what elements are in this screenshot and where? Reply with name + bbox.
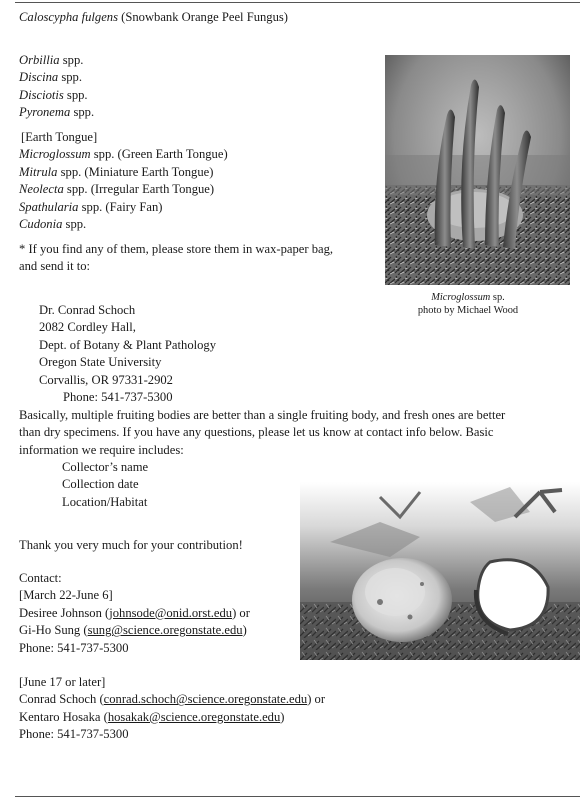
info-paragraph xyxy=(19,407,505,459)
list-item xyxy=(19,104,94,121)
orange-peel-fungus-photo xyxy=(300,482,580,660)
paragraph-line: Basically, multiple fruiting bodies are better than a single fruiting body, and fresh ones are better xyxy=(19,408,506,422)
genera-list xyxy=(19,52,94,122)
genus-suffix: spp. xyxy=(63,87,88,102)
requirements-list xyxy=(62,459,148,511)
contact-person xyxy=(19,622,325,639)
genus-suffix: spp. xyxy=(59,53,84,67)
caption-suffix: sp. xyxy=(490,292,505,303)
genus-suffix: spp. xyxy=(62,217,87,232)
contact-suffix: ) xyxy=(242,623,247,638)
genus-name: Orbillia xyxy=(19,53,60,67)
genus-suffix: spp. (Green Earth Tongue) xyxy=(90,147,228,162)
microglossum-photo xyxy=(385,55,570,285)
contact-period: [June 17 or later] xyxy=(19,675,106,690)
caption-credit: photo by Michael Wood xyxy=(417,305,519,316)
microglossum-caption xyxy=(378,291,558,317)
contact-period: [March 22-June 6] xyxy=(19,588,113,603)
genus-name: Pyronema xyxy=(19,105,71,120)
genus-name: Cudonia xyxy=(19,217,63,232)
species-header xyxy=(19,9,288,26)
contact-phone: Phone: 541-737-5300 xyxy=(19,640,129,655)
genus-suffix: spp. xyxy=(70,105,95,120)
contact-suffix: ) xyxy=(280,709,285,724)
address-city: Corvallis, OR 97331-2902 xyxy=(39,372,173,387)
instructions xyxy=(19,241,333,276)
mailing-address xyxy=(39,302,216,406)
thanks-line: Thank you very much for your contribution! xyxy=(19,538,243,552)
microglossum-photo-image xyxy=(385,55,570,285)
genus-name: Neolecta xyxy=(19,182,64,197)
email-link[interactable]: hosakak@science.oregonstate.edu xyxy=(107,709,281,724)
contact-section xyxy=(19,570,325,744)
contact-phone: Phone: 541-737-5300 xyxy=(19,727,129,742)
list-item xyxy=(19,52,94,69)
address-name: Dr. Conrad Schoch xyxy=(39,303,136,317)
contact-person xyxy=(19,691,325,708)
list-item xyxy=(19,216,228,233)
contact-name: Gi-Ho Sung ( xyxy=(19,623,88,638)
list-item: Collector’s name xyxy=(62,460,149,474)
bottom-rule xyxy=(15,796,580,797)
address-street: 2082 Cordley Hall, xyxy=(39,320,136,335)
caption-line xyxy=(378,291,558,304)
instructions-line: * If you find any of them, please store them in wax-paper bag, xyxy=(19,242,334,256)
list-item xyxy=(19,199,228,216)
list-item xyxy=(19,87,94,104)
list-item xyxy=(19,181,228,198)
contact-suffix: ) or xyxy=(307,692,326,707)
genus-suffix: spp. (Fairy Fan) xyxy=(78,199,163,214)
list-item xyxy=(19,146,228,163)
genus-name: Spathularia xyxy=(19,199,79,214)
contact-suffix: ) or xyxy=(232,605,250,620)
address-phone: Phone: 541-737-5300 xyxy=(63,390,173,405)
genus-name: Mitrula xyxy=(19,164,58,179)
genus-name: Discina xyxy=(19,70,59,85)
address-university: Oregon State University xyxy=(39,355,162,370)
paragraph-line: than dry specimens. If you have any questions, please let us know at contact info below. Basic xyxy=(19,425,494,440)
contact-person xyxy=(19,605,325,622)
species-common-name: (Snowbank Orange Peel Fungus) xyxy=(118,10,288,24)
genus-name: Microglossum xyxy=(19,147,91,162)
list-item: Location/Habitat xyxy=(62,494,148,509)
caption-species: Microglossum xyxy=(431,292,491,303)
genus-suffix: spp. (Irregular Earth Tongue) xyxy=(63,182,215,197)
orange-peel-fungus-photo-image xyxy=(300,482,580,660)
paragraph-line: information we require includes: xyxy=(19,442,184,457)
instructions-line: and send it to: xyxy=(19,259,91,274)
email-link[interactable]: conrad.schoch@science.oregonstate.edu xyxy=(103,692,308,707)
earth-tongue-section xyxy=(19,129,228,233)
email-link[interactable]: sung@science.oregonstate.edu xyxy=(87,623,243,638)
earth-tongue-heading: [Earth Tongue] xyxy=(21,130,98,144)
genus-suffix: spp. (Miniature Earth Tongue) xyxy=(57,164,214,179)
email-link[interactable]: johnsode@onid.orst.edu xyxy=(109,605,233,620)
list-item xyxy=(19,164,228,181)
genus-suffix: spp. xyxy=(58,70,82,85)
contact-name: Kentaro Hosaka ( xyxy=(19,709,108,724)
genus-name: Disciotis xyxy=(19,87,64,102)
list-item: Collection date xyxy=(62,477,139,492)
contact-heading: Contact: xyxy=(19,571,62,585)
contact-name: Desiree Johnson ( xyxy=(19,605,110,620)
list-item xyxy=(19,69,94,86)
spacer xyxy=(19,657,325,674)
contact-person xyxy=(19,709,325,726)
top-rule xyxy=(15,2,580,3)
species-name: Caloscypha fulgens xyxy=(19,10,118,24)
contact-name: Conrad Schoch ( xyxy=(19,692,104,707)
address-dept: Dept. of Botany & Plant Pathology xyxy=(39,337,217,352)
